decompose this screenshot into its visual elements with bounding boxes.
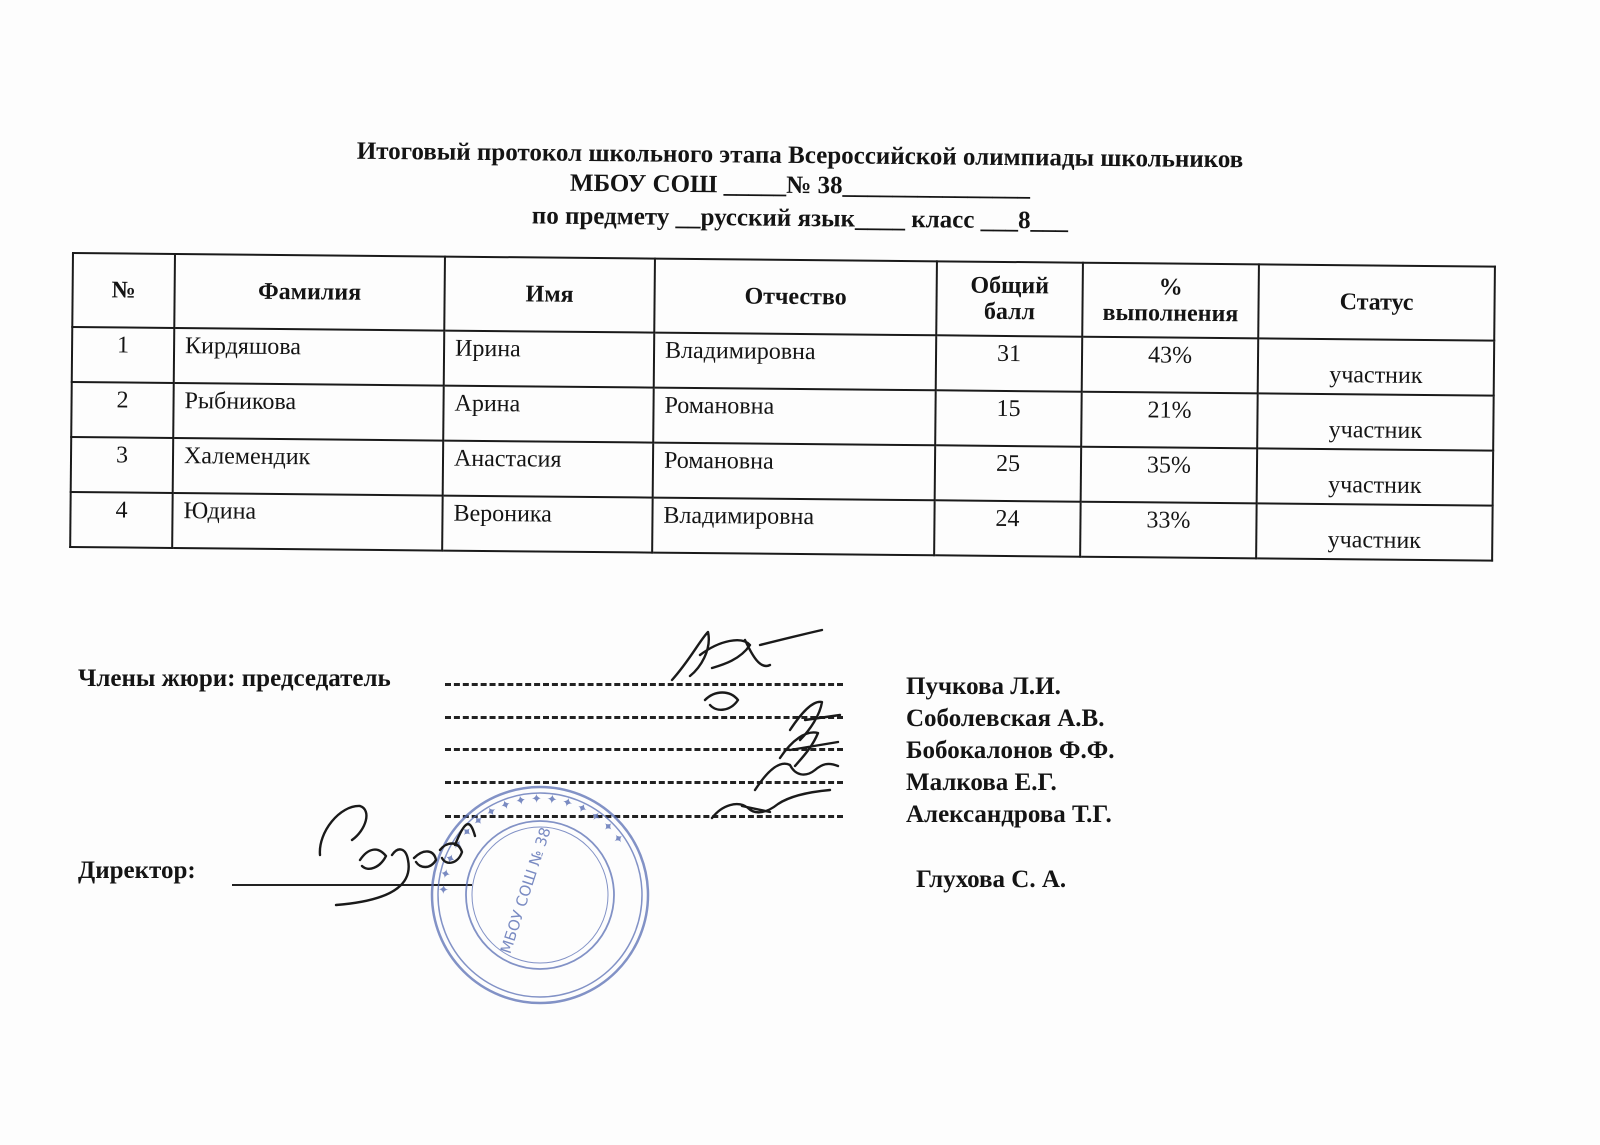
document-title: Итоговый протокол школьного этапа Всероссийской олимпиады школьников (356, 137, 1244, 174)
col-header-score: Общий балл (936, 261, 1083, 336)
signature-member-4 (755, 764, 838, 790)
cell-num: 1 (72, 327, 175, 383)
cell-percent: 43% (1082, 337, 1259, 394)
col-header-percent: % выполнения (1082, 263, 1259, 339)
jury-member-4: Малкова Е.Г. (906, 769, 1057, 796)
cell-surname: Рыбникова (173, 383, 444, 441)
cell-name: Арина (443, 386, 654, 443)
signature-line-2 (445, 716, 843, 719)
cell-patronymic: Романовна (653, 388, 936, 446)
cell-num: 2 (71, 382, 174, 438)
cell-num: 4 (70, 492, 173, 548)
jury-member-3: Бобокалонов Ф.Ф. (906, 737, 1115, 764)
cell-status: участник (1257, 448, 1494, 505)
col-header-status: Статус (1258, 264, 1495, 340)
director-label: Директор: (78, 857, 196, 884)
col-header-patronymic: Отчество (654, 259, 937, 336)
cell-patronymic: Владимировна (654, 333, 937, 391)
signature-member-2 (790, 702, 840, 740)
cell-score: 25 (935, 445, 1082, 501)
jury-label: Члены жюри: председатель (78, 665, 391, 692)
cell-name: Вероника (442, 496, 653, 553)
cell-name: Анастасия (443, 441, 654, 498)
cell-num: 3 (71, 437, 174, 493)
jury-member-1: Пучкова Л.И. (906, 673, 1061, 700)
cell-status: участник (1258, 338, 1495, 395)
subject-line: по предмету __русский язык____ класс ___8___ (531, 202, 1069, 235)
cell-name: Ирина (444, 331, 655, 388)
table-header-row (72, 253, 1495, 341)
cell-score: 24 (934, 500, 1081, 556)
cell-surname: Юдина (172, 493, 443, 551)
seal-ring-text: ✦ ✦ ✦ ✦ ✦ ✦ ✦ ✦ ✦ ✦ ✦ ✦ ✦ ✦ ✦ ✦ (436, 791, 627, 896)
cell-percent: 35% (1081, 447, 1258, 504)
director-name: Глухова С. А. (916, 866, 1067, 893)
jury-member-2: Соболевская А.В. (906, 705, 1105, 732)
col-header-name: Имя (444, 257, 655, 333)
results-table (69, 252, 1496, 562)
col-header-surname: Фамилия (174, 254, 445, 331)
signature-line-3 (445, 748, 843, 751)
cell-status: участник (1257, 393, 1494, 450)
signature-line-5 (445, 815, 843, 818)
school-line: МБОУ СОШ _____№ 38_______________ (569, 169, 1031, 202)
cell-score: 31 (936, 335, 1083, 391)
cell-percent: 21% (1081, 392, 1258, 449)
cell-score: 15 (935, 390, 1082, 446)
cell-patronymic: Владимировна (652, 498, 935, 556)
cell-surname: Халемендик (173, 438, 444, 496)
jury-member-5: Александрова Т.Г. (906, 801, 1112, 828)
signature-director (320, 806, 475, 905)
director-signature-line (232, 884, 472, 886)
cell-percent: 33% (1080, 502, 1257, 559)
signature-line-1 (445, 683, 843, 686)
signature-member-5 (712, 790, 830, 818)
signature-line-4 (445, 781, 843, 784)
cell-patronymic: Романовна (653, 443, 936, 501)
cell-surname: Кирдяшова (174, 328, 445, 386)
signature-chairman (672, 630, 822, 710)
col-header-num: № (72, 253, 175, 328)
cell-status: участник (1256, 503, 1493, 560)
seal-center-text: МБОУ СОШ № 38 (496, 825, 555, 956)
